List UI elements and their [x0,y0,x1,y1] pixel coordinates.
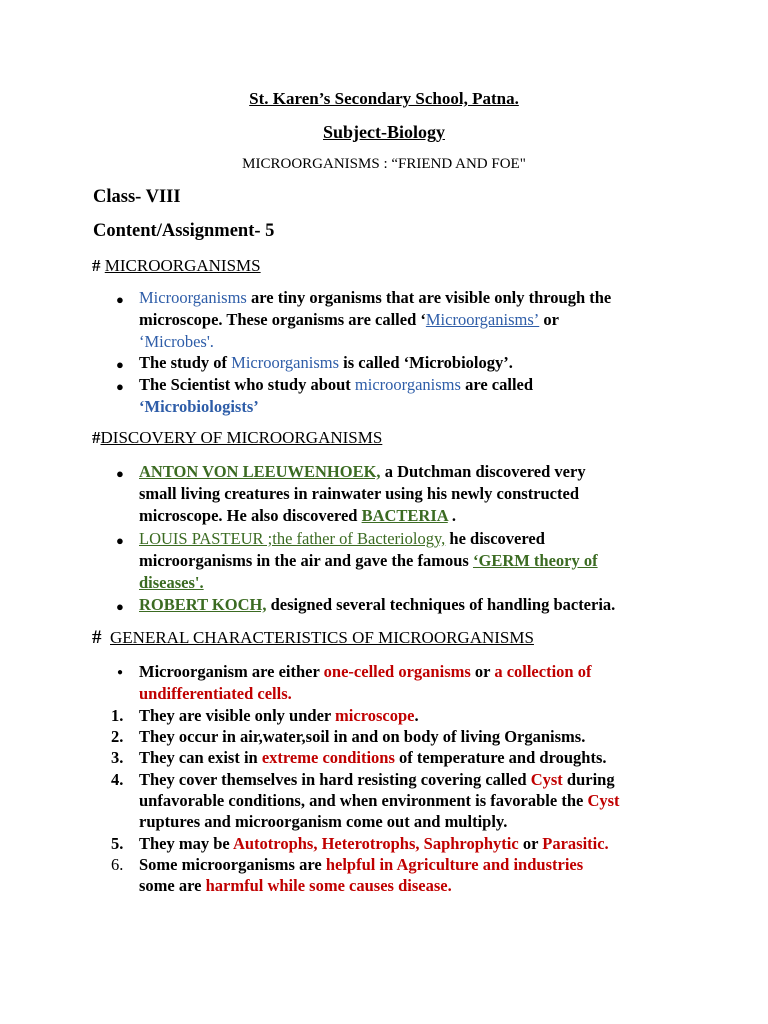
list-item [139,706,419,726]
text: or [539,310,559,329]
text: are called [460,375,534,394]
list-number: 3. [111,748,124,767]
text: he discovered [445,529,545,548]
highlight-term: extreme conditions [261,748,395,767]
school-name: St. Karen’s Secondary School, Patna. [249,89,519,108]
topic-title: MICROORGANISMS : “FRIEND AND FOE" [242,156,526,172]
text: microorganisms in the air and gave the famous [139,551,473,570]
assignment-label: Content/Assignment- 5 [93,221,275,241]
text: designed several techniques of handling bacteria. [266,595,616,614]
list-item-cont [139,791,620,811]
hash-mark: # [92,256,101,275]
text: is called ‘Microbiology’. [339,353,513,372]
list-item-cont [139,876,452,896]
highlight-term: Parasitic. [542,834,609,853]
highlight-term: Autotrophs, Heterotrophs, Saphrophytic [232,834,519,853]
text: unfavorable conditions, and when environment is favorable the [139,791,588,810]
bullet-icon: ● [116,466,124,481]
bullet-icon: ● [117,667,124,678]
list-item [139,834,609,854]
bullet-icon: ● [116,357,124,372]
text: of temperature and droughts. [394,748,607,767]
list-item [139,748,607,768]
list-item [139,375,533,395]
section-title: MICROORGANISMS [104,256,261,275]
highlight-term: Microorganisms [231,353,340,372]
list-item-cont [139,573,204,593]
list-item-cont [139,397,259,417]
section-heading-discovery [92,428,382,448]
text: They cover themselves in hard resisting covering called [139,770,531,789]
list-item-cont [139,484,579,504]
text: They are visible only under [139,706,336,725]
list-number: 2. [111,727,124,746]
highlight-term: ‘Microbiologists’ [139,397,259,416]
list-number: 4. [111,770,124,789]
highlight-term: microscope [335,706,415,725]
bullet-icon: ● [116,533,124,548]
class-label: Class- VIII [93,187,181,207]
highlight-term: one-celled organisms [323,662,471,681]
highlight-term: diseases'. [139,573,204,592]
list-number: 6. [111,855,124,874]
text: or [518,834,543,853]
highlight-term: Cyst [530,770,563,789]
section-heading-microorganisms [92,256,261,276]
highlight-term: microorganisms [354,375,461,394]
list-item-cont [139,551,598,571]
highlight-term: Cyst [587,791,620,810]
text: ruptures and microorganism come out and multiply. [139,812,508,831]
list-item [139,662,591,682]
subject-title: Subject-Biology [322,122,445,142]
highlight-term: ‘Microbes'. [139,332,214,351]
text: some are [139,876,206,895]
text: Microorganism are either [139,662,324,681]
bullet-icon: ● [116,379,124,394]
list-item [139,353,513,373]
text: microscope. He also discovered [139,506,362,525]
list-item-cont [139,332,214,352]
highlight-term: harmful while some causes disease. [205,876,452,895]
list-item [139,855,583,875]
highlight-term: undifferentiated cells. [139,684,292,703]
text: microscope. These organisms are called ‘ [139,310,426,329]
list-item [139,595,615,615]
highlight-term: BACTERIA [361,506,448,525]
list-item-cont [139,310,559,330]
list-number: 1. [111,706,124,725]
scientist-name: ROBERT KOCH, [139,595,267,614]
list-number: 5. [111,834,124,853]
bullet-icon: ● [116,292,124,307]
scientist-name: LOUIS PASTEUR ;the father of Bacteriology, [139,529,446,548]
highlight-term: helpful in Agriculture and industries [325,855,584,874]
text: Some microorganisms are [139,855,326,874]
highlight-term: Microorganisms [139,288,247,307]
text: small living creatures in rainwater using his newly constructed [139,484,580,503]
list-item-cont [139,506,456,526]
bullet-icon: ● [116,599,124,614]
text: . [447,506,457,525]
highlight-term: Microorganisms’ [425,310,540,329]
list-item [139,529,545,549]
list-item-cont [139,684,292,704]
section-heading-characteristics [92,627,534,649]
highlight-term: a collection of [494,662,592,681]
text: The study of [139,353,232,372]
text: The Scientist who study about [139,375,355,394]
hash-mark: # [92,428,101,447]
text: during [562,770,615,789]
list-item [139,727,585,747]
text: They occur in air,water,soil in and on body of living Organisms. [139,727,586,746]
list-item-cont [139,812,507,832]
section-title: GENERAL CHARACTERISTICS OF MICROORGANISMS [110,628,534,647]
text: a Dutchman discovered very [380,462,586,481]
list-item [139,770,615,790]
list-item [139,462,586,482]
hash-mark: # [92,627,102,648]
scientist-name: ANTON VON LEEUWENHOEK, [139,462,381,481]
text: . [414,706,419,725]
text: They can exist in [139,748,262,767]
text: They may be [139,834,233,853]
section-title: DISCOVERY OF MICROORGANISMS [100,428,383,447]
text: are tiny organisms that are visible only through the [246,288,612,307]
list-item [139,288,611,308]
highlight-term: ‘GERM theory of [472,551,598,570]
text: or [470,662,495,681]
